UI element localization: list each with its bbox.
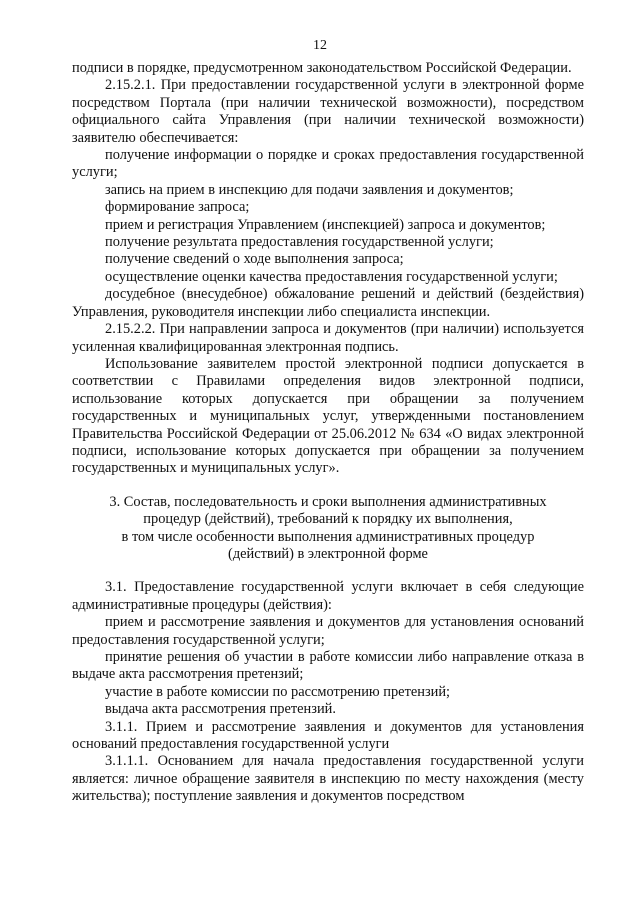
paragraph: прием и рассмотрение заявления и документов для установления оснований предоставления государственной услуги; — [72, 614, 584, 648]
heading-line: (действий) в электронной форме — [228, 545, 428, 562]
document-body — [72, 60, 584, 806]
paragraph: Использование заявителем простой электронной подписи допускается в соответствии с Правилами определения видов электронной подписи, использование которых допускается при обращении за получением государственных и муниципальных услуг, утвержденными постановлением Правительства Российской Федерации от 25.06.2012 № 634 «О видах электронной подписи, использование которых допускается при обращении за получением государственных и муниципальных услуг». — [72, 355, 584, 477]
paragraph: выдача акта рассмотрения претензий. — [105, 701, 336, 718]
paragraph: получение результата предоставления государственной услуги; — [105, 234, 494, 251]
paragraph: 3.1.1.1. Основанием для начала предоставления государственной услуги является: личное обращение заявителя в инспекцию по месту нахождения (месту жительства); поступление заявления и документов посредством — [72, 753, 584, 805]
paragraph: формирование запроса; — [105, 199, 250, 216]
heading-line: в том числе особенности выполнения административных процедур — [121, 528, 535, 545]
section-3-1-text — [72, 579, 584, 805]
paragraph: получение информации о порядке и сроках предоставления государственной услуги; — [72, 147, 584, 181]
heading-line: процедур (действий), требований к порядку их выполнения, — [143, 511, 513, 528]
paragraph: прием и регистрация Управлением (инспекцией) запроса и документов; — [105, 216, 546, 233]
paragraph: участие в работе комиссии по рассмотрению претензий; — [105, 683, 451, 700]
paragraph: запись на прием в инспекцию для подачи заявления и документов; — [105, 181, 514, 198]
heading-line: 3. Состав, последовательность и сроки выполнения административных — [109, 493, 547, 510]
paragraph: 3.1.1. Прием и рассмотрение заявления и документов для установления оснований предоставления государственной услуги — [72, 718, 584, 753]
paragraph: получение сведений о ходе выполнения запроса; — [105, 251, 404, 268]
paragraph: осуществление оценки качества предоставления государственной услуги; — [105, 268, 558, 285]
paragraph: 3.1. Предоставление государственной услуги включает в себя следующие административные процедуры (действия): — [72, 579, 584, 613]
section-2-15-text — [72, 60, 584, 478]
paragraph: подписи в порядке, предусмотренном законодательством Российской Федерации. — [72, 60, 572, 76]
paragraph: принятие решения об участии в работе комиссии либо направление отказа в выдаче акта рассмотрения претензий; — [72, 649, 584, 683]
paragraph: 2.15.2.2. При направлении запроса и документов (при наличии) используется усиленная квалифицированная электронная подпись. — [72, 321, 584, 355]
paragraph: досудебное (внесудебное) обжалование решений и действий (бездействия) Управления, руководителя инспекции либо специалиста инспекции. — [72, 286, 584, 320]
paragraph: 2.15.2.1. При предоставлении государственной услуги в электронной форме посредством Портала (при наличии технической возможности), посредством официального сайта Управления (при наличии технической возможности) заявителю обеспечивается: — [72, 77, 584, 146]
section-3-heading — [72, 494, 584, 564]
page-number: 12 — [313, 38, 327, 53]
